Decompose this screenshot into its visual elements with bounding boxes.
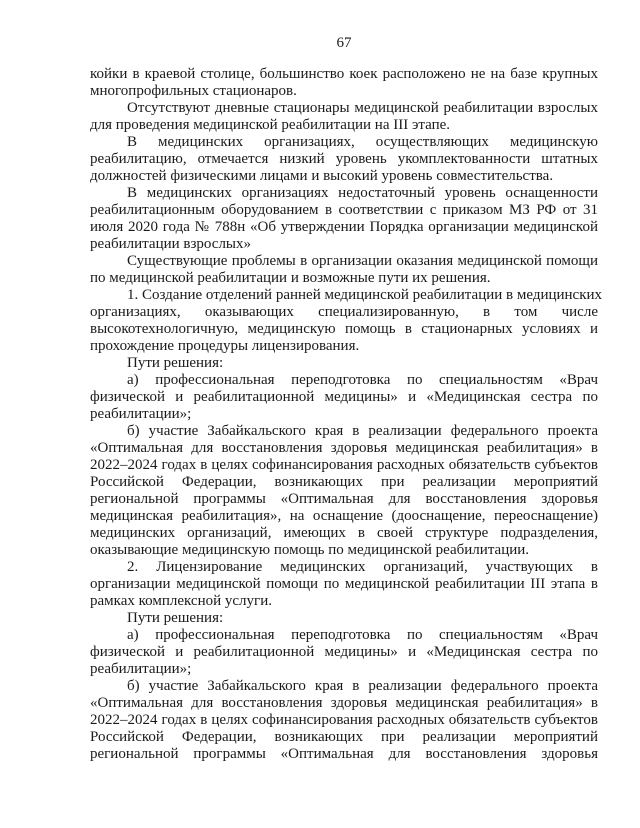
text-line: а) профессиональная переподготовка по специальностям «Врач — [127, 372, 598, 388]
text-line: Отсутствуют дневные стационары медицинской реабилитации взрослых — [127, 100, 598, 116]
text-line: б) участие Забайкальского края в реализации федерального проекта — [127, 423, 598, 439]
text-line: реабилитацию, отмечается низкий уровень укомплектованности штатных — [90, 151, 598, 167]
text-line: реабилитации взрослых» — [90, 236, 252, 252]
paragraph — [90, 678, 598, 763]
text-line: медицинская реабилитация», на оснащение (дооснащение, переоснащение) — [90, 508, 598, 524]
paragraph — [90, 372, 598, 423]
text-line: Пути решения: — [127, 355, 224, 371]
text-line: прохождение процедуры лицензирования. — [90, 338, 360, 354]
text-line: 2. Лицензирование медицинских организаций, участвующих в — [127, 559, 598, 575]
text-line: рамках комплексной услуги. — [90, 593, 272, 609]
text-line: В медицинских организациях недостаточный уровень оснащенности — [127, 185, 598, 201]
text-line: Российской Федерации, возникающих при реализации мероприятий — [90, 474, 598, 490]
text-line: Пути решения: — [127, 610, 224, 626]
text-line: реабилитационным оборудованием в соответствии с приказом МЗ РФ от 31 — [90, 202, 598, 218]
text-line: для проведения медицинской реабилитации на III этапе. — [90, 117, 451, 133]
text-line: «Оптимальная для восстановления здоровья медицинская реабилитация» в — [90, 695, 598, 711]
page-number: 67 — [336, 35, 352, 51]
paragraph — [90, 423, 598, 559]
text-line: В медицинских организациях, осуществляющих медицинскую — [127, 134, 598, 150]
paragraph — [90, 253, 598, 287]
text-line: региональной программы «Оптимальная для восстановления здоровья — [90, 746, 598, 762]
text-line: 2022–2024 годах в целях софинансирования расходных обязательств субъектов — [90, 712, 598, 728]
text-line: 2022–2024 годах в целях софинансирования расходных обязательств субъектов — [90, 457, 598, 473]
text-line: оказывающие медицинскую помощь по медицинской реабилитации. — [90, 542, 530, 558]
text-line: медицинских организаций, имеющих в своей структуре подразделения, — [90, 525, 598, 541]
text-line: организациях, оказывающих специализированную, в том числе — [90, 304, 598, 320]
text-line: 1. Создание отделений ранней медицинской реабилитации в медицинских — [127, 287, 603, 303]
text-line: реабилитации»; — [90, 661, 192, 677]
paragraph — [90, 287, 603, 355]
text-line: многопрофильных стационаров. — [90, 83, 297, 99]
paragraph — [90, 100, 598, 134]
body-text — [90, 66, 603, 763]
text-line: а) профессиональная переподготовка по специальностям «Врач — [127, 627, 598, 643]
paragraph — [90, 134, 598, 185]
text-line: региональной программы «Оптимальная для восстановления здоровья — [90, 491, 598, 507]
paragraph — [90, 355, 598, 372]
text-line: высокотехнологичную, медицинскую помощь в стационарных условиях и — [90, 321, 598, 337]
text-line: по медицинской реабилитации и возможные пути их решения. — [90, 270, 491, 286]
paragraph — [90, 610, 598, 627]
paragraph — [90, 627, 598, 678]
paragraph — [90, 66, 598, 100]
text-line: физической и реабилитационной медицины» и «Медицинская сестра по — [90, 644, 598, 660]
text-line: физической и реабилитационной медицины» и «Медицинская сестра по — [90, 389, 598, 405]
text-line: Российской Федерации, возникающих при реализации мероприятий — [90, 729, 598, 745]
paragraph — [90, 185, 598, 253]
text-line: организации медицинской помощи по медицинской реабилитации III этапа в — [90, 576, 598, 592]
text-line: б) участие Забайкальского края в реализации федерального проекта — [127, 678, 598, 694]
paragraph — [90, 559, 598, 610]
text-line: июля 2020 года № 788н «Об утверждении Порядка организации медицинской — [90, 219, 598, 235]
text-line: Существующие проблемы в организации оказания медицинской помощи — [127, 253, 598, 269]
text-line: «Оптимальная для восстановления здоровья медицинская реабилитация» в — [90, 440, 598, 456]
text-line: должностей физическими лицами и высокий уровень совместительства. — [90, 168, 554, 184]
text-line: койки в краевой столице, большинство коек расположено не на базе крупных — [90, 66, 598, 82]
text-line: реабилитации»; — [90, 406, 192, 422]
